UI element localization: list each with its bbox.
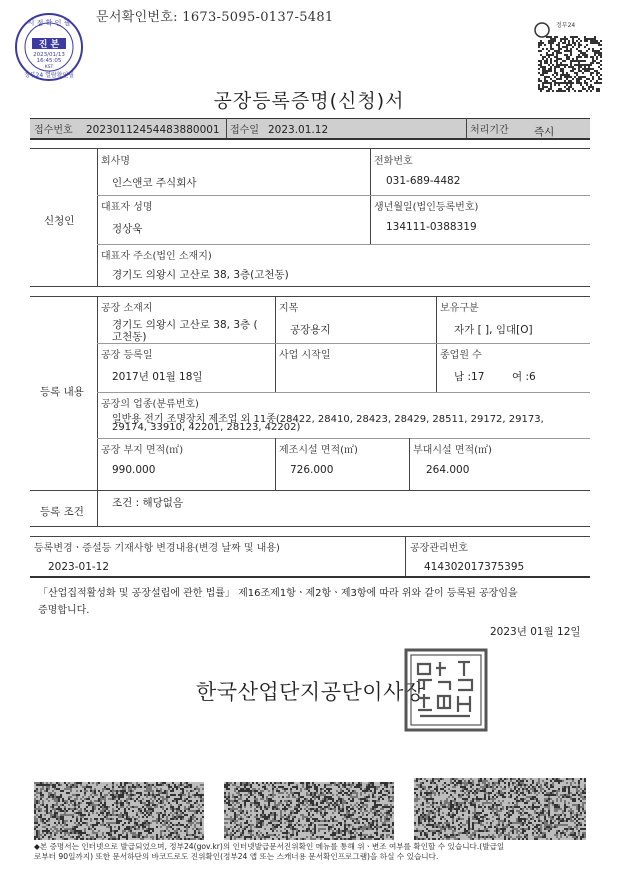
conditions-section-label: 등록 조건 <box>40 506 84 518</box>
auxiliary-area-label: 부대시설 면적(㎡) <box>413 445 492 456</box>
representative-label: 대표자 성명 <box>101 202 153 213</box>
processing-period-label: 처리기간 <box>470 125 509 136</box>
company-name-label: 회사명 <box>101 156 130 167</box>
registration-conditions: 조건 : 해당없음 <box>112 497 184 509</box>
ownership-label: 보유구분 <box>440 303 479 314</box>
land-category-label: 지목 <box>279 303 299 314</box>
change-history-value: 2023-01-12 <box>48 561 110 573</box>
seal-date: 2023/01/13 <box>33 52 65 58</box>
applicant-section-label: 신청인 <box>44 215 75 227</box>
seal-time: 16:45:05 <box>36 58 62 64</box>
phone-number: 031-689-4482 <box>386 175 461 187</box>
factory-address-line1: 경기도 의왕시 고산로 38, 3층 ( <box>112 319 258 331</box>
document-check-number: 문서확인번호: 1673-5095-0137-5481 <box>96 10 334 25</box>
land-category: 공장용지 <box>290 324 331 336</box>
receipt-date: 2023.01.12 <box>268 124 329 136</box>
receipt-number: 20230112454483880001 <box>86 124 220 136</box>
official-seal <box>404 648 488 732</box>
registration-date-label: 공장 등록일 <box>101 350 153 361</box>
employees-female: 여 :6 <box>512 371 536 383</box>
receipt-number-label: 접수번호 <box>34 125 73 136</box>
footer-note-line1: ◆본 증명서는 인터넷으로 발급되었으며, 정부24(gov.kr)의 인터넷발급문서진위확인 메뉴를 통해 위ㆍ변조 여부를 확인할 수 있습니다.(발급일 <box>34 842 505 851</box>
processing-period: 즉시 <box>534 126 555 138</box>
receipt-date-label: 접수일 <box>230 125 259 136</box>
manufacturing-area-label: 제조시설 면적(㎡) <box>279 445 358 456</box>
qr-code <box>530 20 602 92</box>
site-area-label: 공장 부지 면적(㎡) <box>101 445 184 456</box>
gov24-mark: 정부24 <box>556 22 576 29</box>
industry-label: 공장의 업종(분류번호) <box>101 399 199 410</box>
management-number-label: 공장관리번호 <box>410 543 468 554</box>
change-history-label: 등록변경ㆍ증설등 기재사항 변경내용(변경 날짜 및 내용) <box>34 543 280 554</box>
certification-statement-line2: 증명합니다. <box>38 605 90 616</box>
certification-statement-line1: 「산업집적활성화 및 공장설립에 관한 법률」 제16조제1항ㆍ제2항ㆍ제3항에 따라 위와 같이 등록된 공장임을 <box>38 588 518 599</box>
birth-label: 생년월일(법인등록번호) <box>374 202 479 213</box>
barcode-right <box>414 778 586 840</box>
registration-section-label: 등록 내용 <box>40 386 84 398</box>
page-title: 공장등록증명(신청)서 <box>213 90 405 112</box>
factory-address-label: 공장 소재지 <box>101 303 153 314</box>
address-label: 대표자 주소(법인 소재지) <box>101 251 212 262</box>
employees-male: 남 :17 <box>454 371 485 383</box>
company-name: 인스앤코 주식회사 <box>112 177 197 189</box>
employees-label: 종업원 수 <box>440 350 482 361</box>
seal-bottom-text: 정부24 열람확인필 <box>23 72 75 79</box>
representative-address: 경기도 의왕시 고산로 38, 3층(고천동) <box>112 269 289 281</box>
seal-mid-text: 진 본 <box>38 40 60 50</box>
barcode-left <box>34 782 204 840</box>
verification-seal <box>14 12 84 82</box>
ownership-type: 자가 [ ], 임대[O] <box>454 324 533 336</box>
business-start-label: 사업 시작일 <box>279 350 331 361</box>
seal-top-text: 시 점 확 인 필 <box>27 19 71 27</box>
factory-address-line2: 고천동) <box>112 331 147 343</box>
seal-code: KST <box>44 65 54 70</box>
representative-name: 정상욱 <box>112 223 143 235</box>
footer-note <box>34 842 594 862</box>
issue-date: 2023년 01월 12일 <box>490 626 581 638</box>
registration-date: 2017년 01월 18일 <box>112 371 203 383</box>
footer-note-line2: 로부터 90일까지) 또한 문서하단의 바코드로도 진위확인(정부24 앱 또는 스캐너용 문서확인프로그램)을 하실 수 있습니다. <box>34 852 439 861</box>
manufacturing-area: 726.000 <box>290 464 334 476</box>
industry-line1: 일반용 전기 조명장치 제조업 외 11종(28422, 28410, 28423, 28429, 28511, 29172, 29173, <box>112 414 544 425</box>
site-area: 990.000 <box>112 464 156 476</box>
barcode-middle <box>224 782 394 840</box>
phone-label: 전화번호 <box>374 156 413 167</box>
auxiliary-area: 264.000 <box>426 464 470 476</box>
industry-line2: 29174, 33910, 42201, 28123, 42202) <box>112 422 301 433</box>
management-number: 414302017375395 <box>424 561 525 573</box>
corporate-registration-number: 134111-0388319 <box>386 221 477 233</box>
issuer-name: 한국산업단지공단이사장 <box>196 680 425 704</box>
